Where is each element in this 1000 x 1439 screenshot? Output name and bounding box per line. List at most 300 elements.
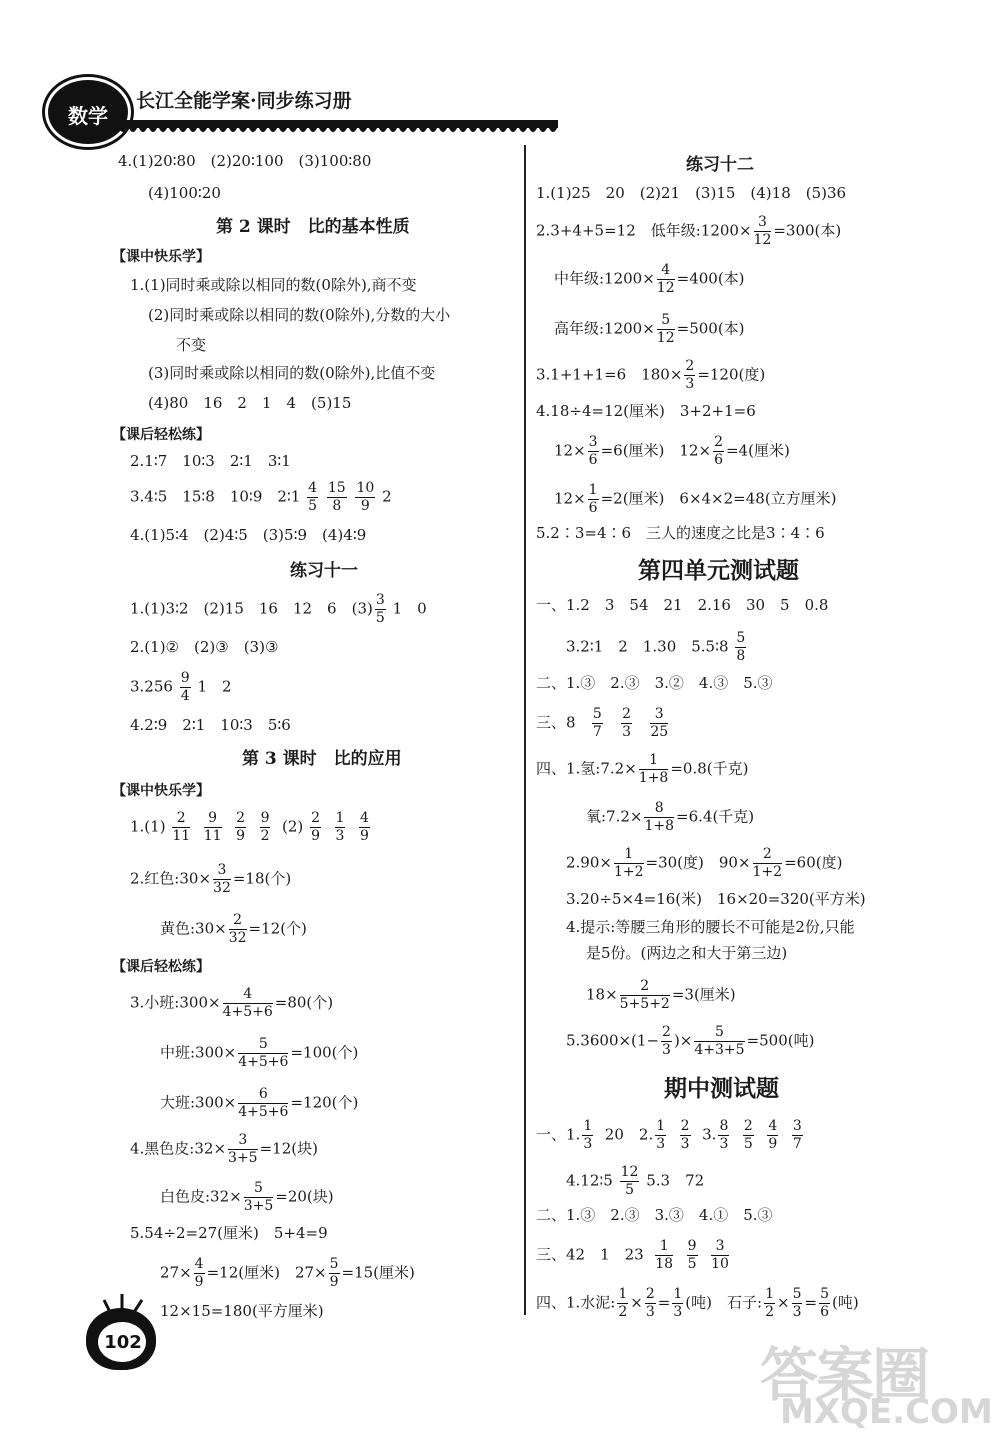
numerator: 4 [194,1256,204,1272]
text-run: =0.8(千克) [670,759,749,778]
fraction [327,480,347,515]
answer-line: 2.(1)② (2)③ (3)③ [130,638,279,656]
denominator: 3 [335,828,345,844]
fraction [194,1256,205,1291]
denominator: 3 [719,1136,729,1152]
numerator: 3 [213,862,231,880]
text-run: 2.红色:30× [130,869,212,888]
text-run: =60(度) [784,853,843,872]
text-run: 大班:300× [160,1093,237,1112]
subject-badge [48,80,128,144]
fraction [684,358,695,393]
denominator: 9 [360,498,370,514]
text-run: =500(本) [676,319,745,338]
text-run: 中班:300× [160,1043,237,1062]
denominator: 4+5+6 [238,1104,289,1120]
numerator: 1 [618,1286,628,1302]
numerator: 9 [180,670,190,686]
numerator: 5 [244,1180,274,1198]
answer-line [536,1238,731,1273]
fraction [650,706,668,741]
denominator: 12 [753,232,772,248]
text-run: )× [673,1031,693,1050]
denominator: 9 [329,1274,339,1290]
answer-line [160,1256,415,1291]
answer-line: 1.(1)25 20 (2)21 (3)15 (4)18 (5)36 [536,184,847,202]
fraction [359,810,370,845]
fraction [718,1118,729,1153]
answer-line: (4)100∶20 [148,184,221,202]
subsection-tag: 【课后轻松练】 [112,427,210,443]
answer-line [536,706,670,741]
text-run: =12(块) [259,1139,318,1158]
fraction [238,1086,288,1121]
text-run: 5.3600×(1− [566,1031,660,1050]
text-run: =3(厘米) [671,985,736,1004]
fraction [260,810,271,845]
text-run: =30(度) 90× [645,853,751,872]
text-run: 2 [382,487,392,506]
numerator: 1 [765,1286,774,1302]
fraction [180,670,191,705]
denominator: 1+8 [644,818,675,834]
numerator: 2 [172,810,190,828]
denominator: 3 [792,1304,802,1320]
denominator: 32 [213,880,231,896]
fraction [617,1286,628,1321]
answer-line [586,800,754,835]
text-run: 3. [702,1125,717,1144]
denominator: 4+5+6 [238,1054,289,1070]
answer-line [566,1164,704,1199]
text-run: =100(个) [290,1043,359,1062]
text-run: × [630,1293,643,1312]
answer-line [130,986,333,1021]
fraction [204,810,222,845]
fraction [588,482,599,517]
text-run: =120(个) [290,1093,359,1112]
fraction [172,810,190,845]
numerator: 3 [754,214,772,232]
fraction [223,986,273,1021]
fraction [764,1286,775,1321]
text-run: 三、42 1 23 [536,1245,644,1264]
denominator: 11 [203,828,222,844]
fraction [661,1024,672,1059]
answer-line: 5.54÷2=27(厘米) 5+4=9 [130,1224,328,1242]
denominator: 3 [583,1136,593,1152]
answer-line [160,1180,334,1215]
numerator: 5 [657,312,675,330]
watermark-url: MXQE.COM [780,1392,993,1432]
answer-line: 二、1.③ 2.③ 3.② 4.③ 5.③ [536,674,773,692]
numerator: 5 [736,630,746,646]
numerator: 4 [657,262,675,280]
numerator: 5 [792,1286,802,1302]
text-run: =4(厘米) [725,441,790,460]
fraction [657,262,675,297]
text-run: 1.(1) [130,817,166,836]
fraction [592,706,603,741]
numerator: 5 [329,1256,339,1272]
denominator: 3 [685,376,695,392]
text-run: 三、8 [536,713,576,732]
text-run: 高年级:1200× [554,319,655,338]
fraction [614,846,644,881]
fraction [244,1180,274,1215]
denominator: 5 [375,610,385,626]
column-divider [524,145,526,1315]
denominator: 4 [180,688,190,704]
numerator: 2 [622,706,632,722]
denominator: 3 [662,1042,671,1058]
denominator: 3+5 [228,1150,258,1166]
fraction [620,978,670,1013]
answer-line [160,1036,358,1071]
denominator: 25 [650,724,669,740]
denominator: 6 [588,500,598,516]
text-run: 白色皮:32× [160,1187,242,1206]
denominator: 2 [260,828,270,844]
numerator: 1 [656,1118,666,1134]
text-run: 3.256 [130,677,173,696]
denominator: 8 [332,498,342,514]
fraction [680,1118,691,1153]
numerator: 5 [820,1286,829,1302]
text-run: 27× [160,1263,192,1282]
fraction [582,1118,593,1153]
answer-line: 不变 [176,336,207,354]
numerator: 9 [687,1238,697,1254]
text-run: 18× [586,985,618,1004]
numerator: 1 [673,1286,683,1302]
text-run: 2.3+4+5=12 低年级:1200× [536,221,752,240]
subsection-tag: 【课后轻松练】 [112,959,210,975]
denominator: 9 [236,828,246,844]
text-run: =300(本) [773,221,842,240]
denominator: 6 [820,1304,829,1320]
numerator: 2 [645,1286,655,1302]
text-run: 3.小班:300× [130,993,221,1012]
denominator: 9 [311,828,320,844]
answer-line [536,214,841,249]
text-run: =20(块) [275,1187,334,1206]
numerator: 2 [753,846,783,864]
denominator: 11 [172,828,191,844]
denominator: 5 [687,1256,697,1272]
answer-line: 4.2∶9 2∶1 10∶3 5∶6 [130,716,291,734]
text-run: 3.1+1+1=6 180× [536,365,683,384]
denominator: 1+2 [752,864,783,880]
text-run: 1 2 [197,677,232,696]
fraction [792,1118,803,1153]
answer-line [566,846,842,881]
denominator: 8 [736,648,746,664]
numerator: 3 [792,1118,802,1134]
answer-line [566,630,748,665]
numerator: 3 [228,1132,258,1150]
fraction [639,752,669,787]
text-run: =120(度) [697,365,766,384]
answer-line: 5.2∶3=4∶6 三人的速度之比是3∶4∶6 [536,524,825,542]
section-heading: 期中测试题 [664,1075,779,1102]
text-run: (2) [282,817,304,836]
numerator: 3 [588,434,598,450]
text-run: = [804,1293,818,1312]
fraction [621,706,632,741]
denominator: 9 [360,828,369,844]
fraction [307,480,318,515]
text-run: =400(本) [676,269,745,288]
fraction [694,1024,744,1059]
numerator: 2 [680,1118,690,1134]
answer-line [130,670,232,705]
text-run: 4.12∶5 [566,1171,613,1190]
numerator: 2 [229,912,247,930]
numerator: 5 [238,1036,288,1054]
numerator: 3 [711,1238,729,1256]
answer-line [536,752,748,787]
watermark-logo: 答案圈 [760,1341,929,1409]
denominator: 9 [194,1274,204,1290]
fraction [711,1238,729,1273]
answer-line [130,862,291,897]
fraction [819,1286,830,1321]
denominator: 3 [656,1136,666,1152]
text-run: 中年级:1200× [554,269,655,288]
answer-line: 4.提示:等腰三角形的腰长不可能是2份,只能 [566,918,855,936]
answer-line: 一、1.2 3 54 21 2.16 30 5 0.8 [536,596,829,614]
numerator: 12 [620,1164,639,1180]
answer-line [554,434,790,469]
text-run: 3.2∶1 2 1.30 5.5∶8 [566,637,729,656]
text-run: =18(个) [232,869,292,888]
fraction [657,312,675,347]
fraction [238,1036,288,1071]
denominator: 3 [680,1136,690,1152]
denominator: 2 [765,1304,774,1320]
numerator: 6 [238,1086,288,1104]
answer-line: 4.18÷4=12(厘米) 3+2+1=6 [536,402,756,420]
fraction [620,1164,640,1199]
answer-line [160,1086,358,1121]
fraction [329,1256,340,1291]
text-run: (吨) [831,1293,859,1312]
numerator: 4 [223,986,273,1004]
numerator: 1 [588,482,598,498]
denominator: 12 [656,280,675,296]
section-heading: 第 3 课时 比的应用 [242,749,402,769]
text-run: 一、1. [536,1125,581,1144]
answer-line: 1.(1)同时乘或除以相同的数(0除外),商不变 [130,276,417,294]
numerator: 4 [768,1118,778,1134]
text-run: 1 0 [392,599,427,618]
answer-line: 3.20÷5×4=16(米) 16×20=320(平方米) [566,890,866,908]
numerator: 9 [204,810,222,828]
text-run: 四、1.水泥: [536,1293,616,1312]
text-run: =6(厘米) 12× [600,441,712,460]
section-heading: 练习十二 [686,155,754,175]
numerator: 2 [685,358,695,374]
numerator: 1 [655,1238,673,1256]
numerator: 8 [644,800,674,818]
denominator: 12 [656,330,675,346]
denominator: 7 [592,724,602,740]
text-run: 四、1.氢:7.2× [536,759,637,778]
denominator: 1+2 [613,864,644,880]
text-run: (吨) 石子: [685,1293,763,1312]
denominator: 4+5+6 [222,1004,273,1020]
answer-line [536,1286,859,1321]
fraction [735,630,746,665]
numerator: 5 [592,706,602,722]
book-title: 长江全能学案·同步练习册 [136,90,352,112]
header-wave-decoration [118,126,558,138]
text-run: 12× [554,441,586,460]
numerator: 2 [311,810,320,826]
denominator: 5+5+2 [619,996,670,1012]
fraction [310,810,321,845]
fraction [713,434,724,469]
numerator: 2 [662,1024,671,1040]
answer-line [554,482,837,517]
answer-line: (2)同时乘或除以相同的数(0除外),分数的大小 [148,306,451,324]
numerator: 1 [614,846,644,864]
answer-line: 二、1.③ 2.③ 3.③ 4.① 5.③ [536,1206,773,1224]
fraction [753,846,783,881]
numerator: 3 [375,592,385,608]
numerator: 1 [583,1118,593,1134]
numerator: 2 [620,978,670,996]
answer-line: (3)同时乘或除以相同的数(0除外),比值不变 [148,364,436,382]
subsection-tag: 【课中快乐学】 [112,249,210,265]
text-run: 2.90× [566,853,612,872]
numerator: 2 [236,810,246,826]
text-run: 12× [554,489,586,508]
text-run: =15(厘米) [341,1263,415,1282]
answer-line [566,1024,814,1059]
text-run: 氧:7.2× [586,807,643,826]
denominator: 4+3+5 [694,1042,745,1058]
text-run: =500(吨) [746,1031,815,1050]
text-run: =80(个) [274,993,334,1012]
answer-line: 2.1∶7 10∶3 2∶1 3∶1 [130,452,291,470]
numerator: 4 [360,810,369,826]
denominator: 6 [714,452,723,468]
numerator: 3 [650,706,668,724]
answer-line: 是5份。(两边之和大于第三边) [586,944,788,962]
denominator: 5 [308,498,318,514]
section-heading: 第 2 课时 比的基本性质 [216,217,410,237]
denominator: 1+8 [638,770,669,786]
text-run: =2(厘米) 6×4×2=48(立方厘米) [600,489,837,508]
numerator: 2 [714,434,723,450]
subject-badge-label: 数学 [68,104,108,128]
fraction [213,862,231,897]
text-run: =12(个) [248,919,307,938]
fraction [655,1238,673,1273]
text-run: = [657,1293,671,1312]
text-run: 5.3 72 [646,1171,705,1190]
answer-line [536,358,765,393]
denominator: 2 [618,1304,628,1320]
numerator: 15 [327,480,346,496]
fraction [228,1132,258,1167]
answer-line: 4.(1)5∶4 (2)4∶5 (3)5∶9 (4)4∶9 [130,526,367,544]
answer-line [160,912,307,947]
numerator: 2 [743,1118,753,1134]
fraction [767,1118,778,1153]
fraction [792,1286,803,1321]
numerator: 8 [719,1118,729,1134]
text-run: 1.(1)3∶2 (2)15 16 12 6 (3) [130,599,373,618]
answer-line [130,1132,318,1167]
denominator: 7 [792,1136,802,1152]
numerator: 10 [356,480,375,496]
numerator: 4 [308,480,318,496]
answer-line [130,480,392,515]
fraction [672,1286,683,1321]
answer-line [130,810,372,845]
numerator: 9 [260,810,270,826]
answer-line [554,312,745,347]
denominator: 5 [743,1136,753,1152]
fraction [743,1118,754,1153]
text-run: 4.黑色皮:32× [130,1139,227,1158]
denominator: 3 [622,724,632,740]
answer-line [554,262,745,297]
subsection-tag: 【课中快乐学】 [112,783,210,799]
section-heading: 练习十一 [290,561,358,581]
answer-line: (4)80 16 2 1 4 (5)15 [148,394,352,412]
text-run: × [776,1293,790,1312]
fraction [235,810,246,845]
text-run: 黄色:30× [160,919,227,938]
denominator: 18 [655,1256,674,1272]
fraction [644,800,674,835]
fraction [754,214,772,249]
answer-line: 4.(1)20∶80 (2)20∶100 (3)100∶80 [118,152,372,170]
fraction [355,480,375,515]
text-run: 20 2. [604,1125,654,1144]
fraction [655,1118,666,1153]
answer-line: 12×15=180(平方厘米) [160,1302,324,1320]
page-number-badge [82,1292,162,1374]
fraction [229,912,247,947]
denominator: 9 [768,1136,778,1152]
fraction [687,1238,698,1273]
fraction [645,1286,656,1321]
denominator: 5 [625,1182,635,1198]
numerator: 5 [694,1024,744,1042]
text-run: 3.4∶5 15∶8 10∶9 2∶1 [130,487,301,506]
answer-line [536,1118,805,1153]
numerator: 1 [639,752,669,770]
fraction [588,434,599,469]
denominator: 32 [228,930,247,946]
numerator: 1 [335,810,345,826]
text-run: =12(厘米) 27× [206,1263,327,1282]
denominator: 6 [588,452,598,468]
text-run: =6.4(千克) [676,807,755,826]
fraction [335,810,346,845]
answer-line [130,592,427,627]
denominator: 3 [645,1304,655,1320]
fraction [375,592,386,627]
denominator: 3+5 [243,1198,274,1214]
denominator: 3 [673,1304,683,1320]
section-heading: 第四单元测试题 [638,557,799,584]
